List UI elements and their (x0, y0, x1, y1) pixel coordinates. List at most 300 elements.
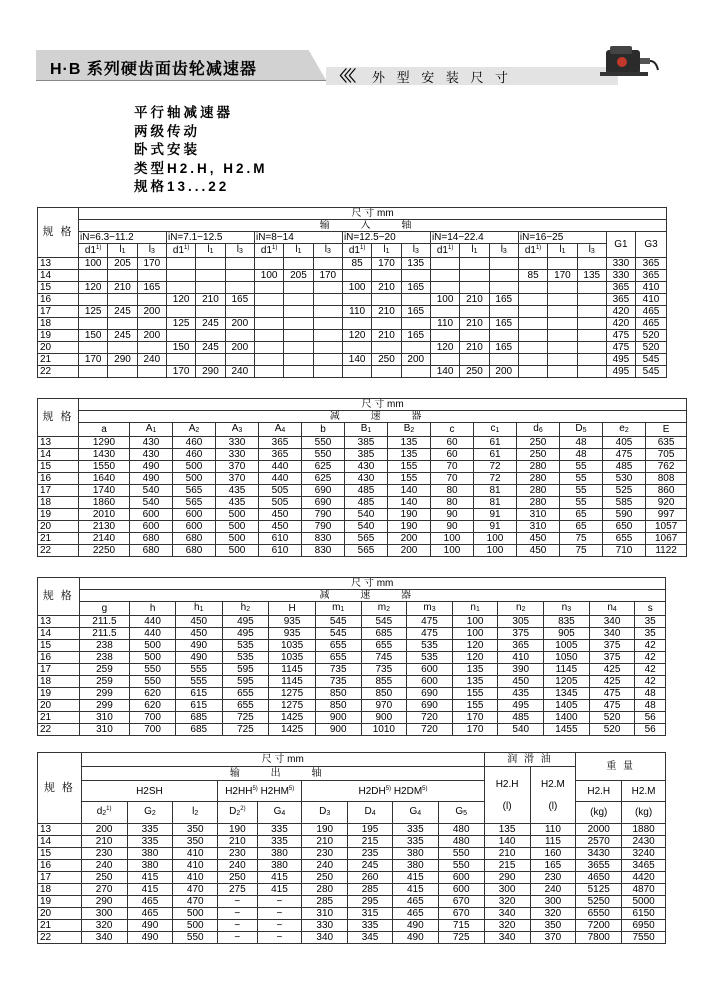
value-cell: 330 (216, 449, 259, 461)
col-l1 (460, 244, 489, 258)
value-cell: 135 (401, 258, 430, 270)
value-cell: 2130 (79, 521, 130, 533)
value-cell: 300 (484, 884, 530, 896)
size-cell: 16 (38, 860, 82, 872)
col-b1-sub: 1 (367, 427, 372, 434)
value-cell (196, 306, 225, 318)
d1-sym: d1 (84, 245, 97, 256)
col-l1-sym: l (559, 244, 562, 255)
value-cell (489, 270, 518, 282)
value-cell: 55 (560, 485, 603, 497)
size-cell: 20 (38, 521, 79, 533)
weight-h2m: H2.M (622, 781, 666, 802)
value-cell: 380 (257, 860, 302, 872)
value-cell: 100 (474, 533, 517, 545)
size-cell: 13 (38, 437, 79, 449)
col-a2-sub: 2 (195, 427, 200, 434)
dimension-header: 尺 寸 mm (79, 578, 665, 590)
value-cell: 350 (173, 836, 218, 848)
value-cell (342, 294, 371, 306)
value-cell: 200 (388, 533, 431, 545)
value-cell: 555 (175, 676, 222, 688)
col-n2 (498, 602, 544, 616)
size-cell: 18 (38, 497, 79, 509)
value-cell: 330 (216, 437, 259, 449)
table-row (38, 258, 667, 270)
col-h-sym: H (288, 603, 296, 614)
value-cell (254, 306, 283, 318)
col-d2-sub: 2 (236, 810, 241, 817)
value-cell (372, 270, 401, 282)
value-cell (79, 366, 108, 378)
col-h2-sub: 2 (246, 606, 251, 613)
value-cell: 290 (81, 896, 127, 908)
value-cell: 335 (392, 836, 438, 848)
col-d2-sym: d (96, 806, 103, 817)
col-c-sym: c (449, 424, 455, 435)
value-cell: 60 (431, 437, 474, 449)
value-cell: 315 (348, 908, 393, 920)
value-cell: 830 (302, 545, 345, 557)
size-cell: 15 (38, 282, 79, 294)
value-cell (108, 294, 137, 306)
value-cell: 61 (474, 449, 517, 461)
value-cell: 500 (173, 908, 218, 920)
value-cell (577, 258, 606, 270)
col-n3-sub: 3 (567, 606, 572, 613)
size-cell: 16 (38, 473, 79, 485)
value-cell (518, 282, 547, 294)
col-m2 (361, 602, 407, 616)
value-cell: 190 (302, 824, 348, 836)
value-cell: 585 (603, 497, 646, 509)
value-cell: 440 (259, 473, 302, 485)
col-l3 (489, 244, 518, 258)
section-header: 减 速 器 (79, 411, 687, 423)
col-d4 (348, 802, 393, 824)
value-cell: 475 (589, 700, 635, 712)
value-cell (518, 330, 547, 342)
value-cell: 725 (222, 724, 269, 736)
value-cell: 520 (589, 712, 635, 724)
value-cell: 1275 (269, 700, 316, 712)
col-h1 (175, 602, 222, 616)
value-cell (460, 330, 489, 342)
product-intro (134, 104, 268, 197)
value-cell: 259 (79, 676, 130, 688)
value-cell: 435 (498, 688, 544, 700)
value-cell: 550 (302, 449, 345, 461)
value-cell: 375 (498, 628, 544, 640)
value-cell: 595 (222, 676, 269, 688)
value-cell (489, 330, 518, 342)
value-cell: 1345 (544, 688, 590, 700)
value-cell: 600 (407, 664, 453, 676)
size-cell: 22 (38, 932, 82, 944)
value-cell: 490 (127, 920, 173, 932)
col-a3-sym: A (231, 423, 239, 434)
value-cell: − (218, 920, 257, 932)
value-cell: 365 (635, 270, 666, 282)
value-cell (313, 366, 342, 378)
size-cell: 14 (38, 836, 82, 848)
value-cell (137, 270, 166, 282)
col-a1-sym: A (145, 423, 153, 434)
size-header: 规 格 (38, 208, 79, 258)
value-cell: 210 (218, 836, 257, 848)
value-cell: 110 (430, 318, 459, 330)
h2dh-h2dm-header (302, 781, 484, 802)
col-g4 (257, 802, 302, 824)
value-cell: 5250 (576, 896, 622, 908)
size-cell: 22 (38, 724, 80, 736)
value-cell: 500 (216, 509, 259, 521)
col-l1-sub: 1 (473, 248, 478, 255)
value-cell: 330 (606, 270, 635, 282)
value-cell: 490 (175, 640, 222, 652)
value-cell: 200 (137, 330, 166, 342)
weight-h2h-unit: (kg) (576, 802, 622, 824)
value-cell: 340 (589, 616, 635, 628)
value-cell: 440 (259, 461, 302, 473)
reducer-dimension-table-2 (37, 577, 666, 736)
value-cell: 600 (407, 676, 453, 688)
value-cell: 155 (452, 688, 498, 700)
value-cell: 310 (517, 521, 560, 533)
value-cell: 48 (635, 700, 666, 712)
value-cell: 550 (130, 676, 176, 688)
table-row (38, 724, 666, 736)
value-cell (284, 366, 313, 378)
d1-sym: d1 (260, 245, 273, 256)
value-cell (577, 282, 606, 294)
col-l1 (548, 244, 577, 258)
col-l1 (196, 244, 225, 258)
table-row (38, 282, 667, 294)
value-cell (489, 282, 518, 294)
col-d3-sub: 3 (326, 810, 331, 817)
value-cell: − (257, 896, 302, 908)
value-cell: 450 (517, 533, 560, 545)
value-cell: 550 (130, 664, 176, 676)
value-cell (284, 330, 313, 342)
value-cell: 535 (407, 640, 453, 652)
col-d6 (517, 423, 560, 437)
value-cell: 650 (603, 521, 646, 533)
value-cell: 125 (166, 318, 195, 330)
value-cell: 700 (130, 712, 176, 724)
table-row (38, 461, 687, 473)
value-cell: 42 (635, 676, 666, 688)
col-l3 (137, 244, 166, 258)
value-cell: 500 (173, 461, 216, 473)
value-cell: 120 (452, 640, 498, 652)
value-cell: 259 (79, 664, 130, 676)
table-row (38, 824, 666, 836)
value-cell: 110 (342, 306, 371, 318)
value-cell: 120 (342, 330, 371, 342)
value-cell (166, 330, 195, 342)
value-cell: 545 (635, 354, 666, 366)
value-cell: 170 (452, 724, 498, 736)
value-cell (196, 354, 225, 366)
col-l1-sub: 1 (121, 248, 126, 255)
value-cell (79, 318, 108, 330)
col-l3-sym: l (236, 244, 239, 255)
value-cell: 610 (259, 533, 302, 545)
dimension-header: 尺 寸 mm (79, 208, 667, 220)
value-cell: 415 (257, 872, 302, 884)
value-cell: 430 (345, 473, 388, 485)
weight-h2m-unit: (kg) (622, 802, 666, 824)
value-cell: 335 (257, 824, 302, 836)
value-cell: 680 (130, 545, 173, 557)
size-cell: 21 (38, 920, 82, 932)
value-cell: 165 (401, 306, 430, 318)
col-b1 (345, 423, 388, 437)
value-cell: 685 (361, 628, 407, 640)
value-cell: 490 (392, 932, 438, 944)
value-cell: 190 (218, 824, 257, 836)
value-cell: 860 (646, 485, 687, 497)
value-cell: 465 (127, 908, 173, 920)
value-cell: 380 (392, 848, 438, 860)
value-cell: 299 (79, 700, 130, 712)
col-g4-sub: 4 (417, 810, 422, 817)
value-cell: 42 (635, 640, 666, 652)
value-cell (460, 354, 489, 366)
table-row (38, 652, 666, 664)
value-cell: 365 (259, 437, 302, 449)
size-cell: 15 (38, 848, 82, 860)
value-cell (518, 258, 547, 270)
value-cell: − (257, 932, 302, 944)
oil-h2m-label: H2.M (540, 778, 565, 790)
value-cell: 3655 (576, 860, 622, 872)
value-cell: 440 (130, 616, 176, 628)
value-cell: 600 (130, 509, 173, 521)
value-cell: − (257, 920, 302, 932)
value-cell: 430 (130, 437, 173, 449)
h2sh-header: H2SH (81, 781, 217, 802)
col-m1 (315, 602, 361, 616)
col-g5-sym: G (455, 806, 464, 817)
value-cell: 170 (372, 258, 401, 270)
value-cell: 1455 (544, 724, 590, 736)
value-cell: 380 (127, 848, 173, 860)
col-g2-sym: G (144, 806, 152, 817)
value-cell: 540 (498, 724, 544, 736)
col-h1-sub: 1 (199, 606, 204, 613)
value-cell (548, 330, 577, 342)
value-cell (225, 282, 254, 294)
value-cell: 405 (603, 437, 646, 449)
value-cell (548, 354, 577, 366)
value-cell: 61 (474, 437, 517, 449)
h2hh-h2hm-header (218, 781, 302, 802)
h2hm-label: H2HM (260, 785, 289, 797)
value-cell: 275 (218, 884, 257, 896)
value-cell: 340 (81, 932, 127, 944)
value-cell: 230 (530, 872, 576, 884)
value-cell: 680 (130, 533, 173, 545)
value-cell: 850 (361, 688, 407, 700)
value-cell (313, 282, 342, 294)
col-m1-sym: m (332, 602, 341, 613)
table-row (38, 497, 687, 509)
value-cell: 56 (635, 712, 666, 724)
footnote-5: 5) (385, 785, 392, 792)
d1-sym: d1 (348, 245, 360, 256)
value-cell: 60 (431, 449, 474, 461)
value-cell: 140 (484, 836, 530, 848)
value-cell: 900 (361, 712, 407, 724)
value-cell: 1005 (544, 640, 590, 652)
value-cell: 685 (175, 724, 222, 736)
ratio-header: iN=8−14 (254, 232, 342, 244)
intro-sizes: 规格13...22 (134, 179, 230, 194)
size-cell: 18 (38, 676, 80, 688)
col-h (269, 602, 316, 616)
col-l3 (577, 244, 606, 258)
value-cell: 210 (196, 294, 225, 306)
footnote-1: 1) (106, 806, 112, 812)
value-cell: 762 (646, 461, 687, 473)
value-cell: 35 (635, 616, 666, 628)
value-cell: 200 (225, 318, 254, 330)
value-cell: 250 (517, 437, 560, 449)
value-cell: 335 (348, 920, 393, 932)
value-cell: 600 (438, 884, 484, 896)
value-cell: 250 (81, 872, 127, 884)
value-cell: 135 (388, 449, 431, 461)
value-cell: 655 (315, 640, 361, 652)
value-cell: 200 (225, 342, 254, 354)
value-cell: 540 (345, 509, 388, 521)
value-cell: 565 (345, 545, 388, 557)
value-cell: 1122 (646, 545, 687, 557)
value-cell (313, 294, 342, 306)
value-cell: 80 (431, 485, 474, 497)
value-cell (254, 366, 283, 378)
col-l3-sub: 3 (590, 248, 595, 255)
footnote-1: 1) (360, 245, 366, 251)
oil-h2h (484, 767, 530, 824)
value-cell: 450 (259, 509, 302, 521)
value-cell: 165 (530, 860, 576, 872)
value-cell (489, 354, 518, 366)
value-cell (137, 366, 166, 378)
value-cell: 460 (173, 437, 216, 449)
value-cell: 1860 (79, 497, 130, 509)
value-cell (254, 258, 283, 270)
value-cell (196, 330, 225, 342)
value-cell: 545 (635, 366, 666, 378)
value-cell: 155 (388, 473, 431, 485)
value-cell: 625 (302, 461, 345, 473)
value-cell: 1405 (544, 700, 590, 712)
ratio-header: iN=14−22.4 (430, 232, 518, 244)
h2dh-label: H2DH (358, 785, 386, 797)
col-m2-sym: m (377, 602, 387, 613)
table-row (38, 473, 687, 485)
col-d4-sym: D (364, 806, 372, 817)
value-cell (284, 354, 313, 366)
size-cell: 21 (38, 354, 79, 366)
col-g3: G3 (635, 232, 666, 258)
value-cell: 310 (79, 724, 130, 736)
col-h2-sym: h (240, 602, 247, 613)
value-cell: 310 (517, 509, 560, 521)
value-cell: 280 (517, 497, 560, 509)
value-cell: 7800 (576, 932, 622, 944)
value-cell: 690 (407, 700, 453, 712)
value-cell: 210 (372, 306, 401, 318)
value-cell: 1740 (79, 485, 130, 497)
col-c1-sub: 1 (495, 427, 500, 434)
col-d3 (302, 802, 348, 824)
col-b (302, 423, 345, 437)
col-l3-sym: l (412, 244, 415, 255)
value-cell: 385 (345, 437, 388, 449)
value-cell: 90 (431, 509, 474, 521)
value-cell (254, 330, 283, 342)
value-cell: 80 (431, 497, 474, 509)
table-row (38, 836, 666, 848)
value-cell: 120 (166, 294, 195, 306)
value-cell: 5125 (576, 884, 622, 896)
col-a4-sub: 4 (281, 427, 286, 434)
value-cell: 340 (589, 628, 635, 640)
value-cell: 100 (452, 616, 498, 628)
value-cell: 430 (130, 449, 173, 461)
value-cell: 210 (460, 318, 489, 330)
col-n3 (544, 602, 590, 616)
value-cell: 170 (166, 366, 195, 378)
value-cell (548, 258, 577, 270)
value-cell: 230 (81, 848, 127, 860)
col-n4-sym: n (607, 602, 613, 613)
col-a-sym: a (101, 424, 107, 435)
value-cell: 435 (216, 497, 259, 509)
value-cell: 500 (130, 652, 176, 664)
col-g4-sym: G (273, 806, 282, 817)
value-cell: 720 (407, 712, 453, 724)
col-l1-sym: l (207, 244, 210, 255)
value-cell: 790 (302, 521, 345, 533)
table-row (38, 306, 667, 318)
col-l2 (173, 802, 218, 824)
value-cell: 505 (259, 497, 302, 509)
value-cell: 900 (315, 712, 361, 724)
value-cell: 190 (388, 509, 431, 521)
col-l3-sym: l (148, 244, 151, 255)
value-cell: 2000 (576, 824, 622, 836)
value-cell: 475 (603, 449, 646, 461)
value-cell: 1057 (646, 521, 687, 533)
header-divider (36, 80, 326, 81)
value-cell: 235 (348, 848, 393, 860)
col-h1-sym: h (194, 602, 200, 613)
col-l3 (225, 244, 254, 258)
value-cell: 100 (254, 270, 283, 282)
value-cell: 615 (175, 688, 222, 700)
value-cell: 380 (257, 848, 302, 860)
col-l1-sym: l (471, 244, 474, 255)
value-cell: 245 (108, 306, 137, 318)
value-cell: 745 (361, 652, 407, 664)
value-cell: 500 (216, 545, 259, 557)
